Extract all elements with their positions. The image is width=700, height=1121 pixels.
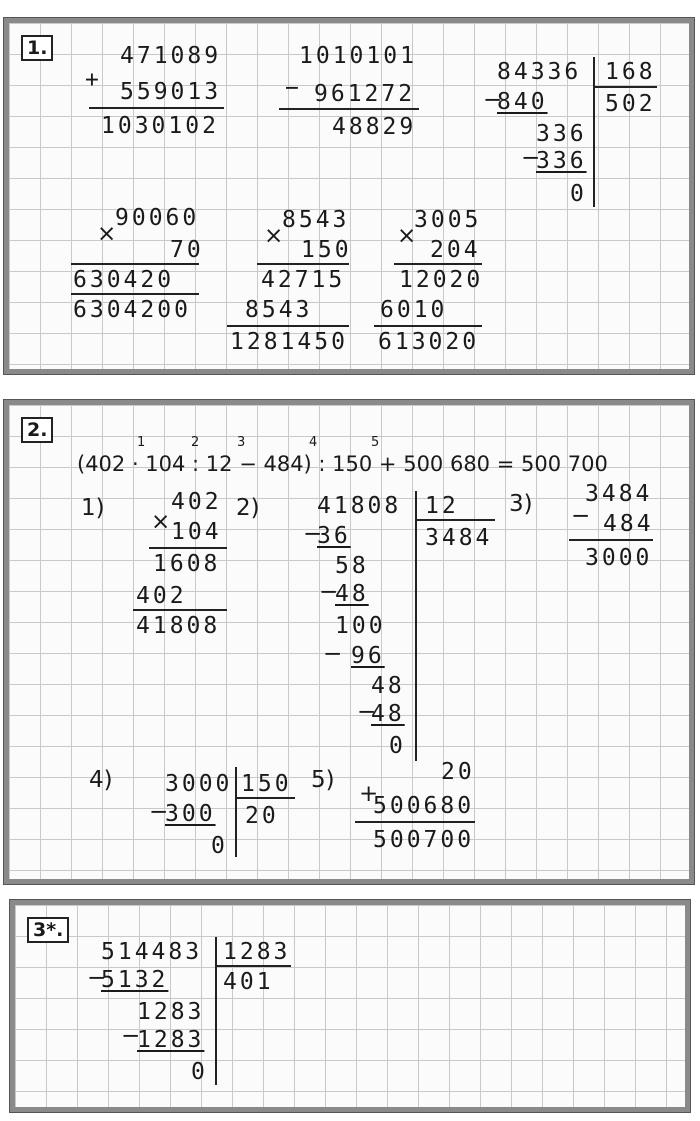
step3-number: 3)	[509, 491, 533, 517]
step3-result: 3000	[585, 545, 653, 571]
step2-remainder: 0	[389, 733, 406, 759]
mul3-result: 613020	[378, 329, 480, 355]
step5-op: +	[359, 781, 379, 807]
mul2-partial-1: 42715	[261, 267, 346, 293]
step1-partial-2: 402	[136, 583, 187, 609]
sub-op: −	[285, 75, 302, 101]
step4-divisor: 150	[241, 771, 292, 797]
sub-line	[279, 108, 419, 110]
div-divisor: 168	[605, 59, 656, 85]
step2-divisor-line	[415, 519, 495, 521]
order-mark-3: 3	[237, 435, 246, 450]
div-minus-2: −	[521, 145, 541, 171]
step1-result: 41808	[136, 613, 221, 639]
step4-remainder: 0	[211, 833, 228, 859]
step1-partial-1: 1608	[153, 551, 221, 577]
step2-sub-4: 48	[371, 701, 405, 727]
order-mark-4: 4	[309, 435, 318, 450]
task-3-label: 3*.	[27, 917, 69, 943]
task3-minus-2: −	[121, 1023, 141, 1049]
mul2-line-2	[227, 325, 349, 327]
mul2-line-1	[257, 263, 349, 265]
task3-rem-1: 1283	[137, 999, 205, 1025]
div-remainder: 0	[570, 181, 587, 207]
step2-dividend: 41808	[317, 493, 402, 519]
add-line	[89, 107, 224, 109]
mul3-partial-2: 6010	[380, 297, 448, 323]
mul1-result: 6304200	[73, 297, 191, 323]
step4-divisor-line	[235, 797, 295, 799]
step2-divisor: 12	[425, 493, 459, 519]
mul3-line-2	[374, 325, 482, 327]
mul2-op: ×	[264, 223, 284, 249]
task3-minus-1: −	[87, 965, 107, 991]
expression: (402 · 104 : 12 − 484) : 150 + 500 680 = 500 700	[77, 452, 608, 476]
div-quotient: 502	[605, 91, 656, 117]
mul3-line-1	[394, 263, 482, 265]
step2-rem-1: 58	[335, 553, 369, 579]
step2-quotient: 3484	[425, 525, 493, 551]
step1-line-2	[133, 609, 227, 611]
mul1-line-2	[71, 293, 199, 295]
step2-number: 2)	[236, 495, 260, 521]
step3-line	[569, 539, 653, 541]
add-op: +	[85, 67, 102, 93]
step5-b: 500680	[373, 793, 475, 819]
task3-remainder: 0	[191, 1059, 208, 1085]
step4-number: 4)	[89, 767, 113, 793]
div-sub-2: 336	[536, 148, 587, 174]
task-2-panel	[4, 400, 694, 884]
step4-minus: −	[149, 799, 169, 825]
task-2-label: 2.	[21, 417, 53, 443]
sub-b: 961272	[314, 81, 416, 107]
step1-line-1	[149, 547, 227, 549]
step2-sub-3: 96	[351, 643, 385, 669]
sub-result: 48829	[332, 114, 417, 140]
step2-minus-3: −	[323, 641, 343, 667]
mul3-b: 204	[430, 237, 481, 263]
mul3-a: 3005	[414, 207, 482, 233]
add-result: 1030102	[101, 113, 219, 139]
mul3-op: ×	[397, 223, 417, 249]
step5-a: 20	[441, 759, 475, 785]
order-mark-5: 5	[371, 435, 380, 450]
task3-sub-2: 1283	[137, 1027, 205, 1053]
mul1-b: 70	[170, 237, 204, 263]
div-sub-1: 840	[497, 89, 548, 115]
task3-sub-1: 5132	[101, 967, 169, 993]
step2-sub-1: 36	[317, 523, 351, 549]
div-rem-1: 336	[536, 121, 587, 147]
mul2-partial-2: 8543	[245, 297, 313, 323]
task3-quotient: 401	[223, 969, 274, 995]
mul2-result: 1281450	[230, 329, 348, 355]
step3-op: −	[571, 503, 591, 529]
step1-op: ×	[151, 509, 171, 535]
step4-quotient: 20	[245, 803, 279, 829]
mul3-partial-1: 12020	[399, 267, 484, 293]
task-3-panel	[10, 900, 690, 1112]
task-1-label: 1.	[21, 35, 53, 61]
step2-rem-2: 100	[335, 613, 386, 639]
step2-minus-1: −	[303, 521, 323, 547]
task3-dividend: 514483	[101, 939, 203, 965]
step5-line	[355, 821, 475, 823]
step4-sub-1: 300	[165, 801, 216, 827]
mul1-op: ×	[97, 221, 117, 247]
mul1-partial: 630420	[73, 267, 175, 293]
step1-number: 1)	[81, 495, 105, 521]
div-minus-1: −	[483, 87, 503, 113]
order-mark-2: 2	[191, 435, 200, 450]
step5-number: 5)	[311, 767, 335, 793]
mul1-a: 90060	[115, 205, 200, 231]
div-dividend: 84336	[497, 59, 582, 85]
step4-dividend: 3000	[165, 771, 233, 797]
task3-vbar	[215, 937, 217, 1085]
div-divisor-line	[593, 86, 657, 88]
step2-minus-2: −	[319, 579, 339, 605]
step1-b: 104	[171, 519, 222, 545]
task3-divisor-line	[215, 965, 291, 967]
sub-a: 1010101	[299, 43, 417, 69]
step1-a: 402	[171, 489, 222, 515]
step4-vbar	[235, 767, 237, 857]
task-1-panel	[4, 18, 694, 374]
step2-rem-3: 48	[371, 673, 405, 699]
mul1-line-1	[71, 263, 199, 265]
mul2-a: 8543	[282, 207, 350, 233]
step2-minus-4: −	[357, 699, 377, 725]
add-a: 471089	[120, 43, 222, 69]
step3-a: 3484	[585, 481, 653, 507]
step5-result: 500700	[373, 827, 475, 853]
step2-sub-2: 48	[335, 581, 369, 607]
step3-b: 484	[603, 511, 654, 537]
order-mark-1: 1	[137, 435, 146, 450]
step2-vbar	[415, 491, 417, 761]
task3-divisor: 1283	[223, 939, 291, 965]
div-vbar	[593, 57, 595, 207]
add-b: 559013	[120, 79, 222, 105]
mul2-b: 150	[301, 237, 352, 263]
